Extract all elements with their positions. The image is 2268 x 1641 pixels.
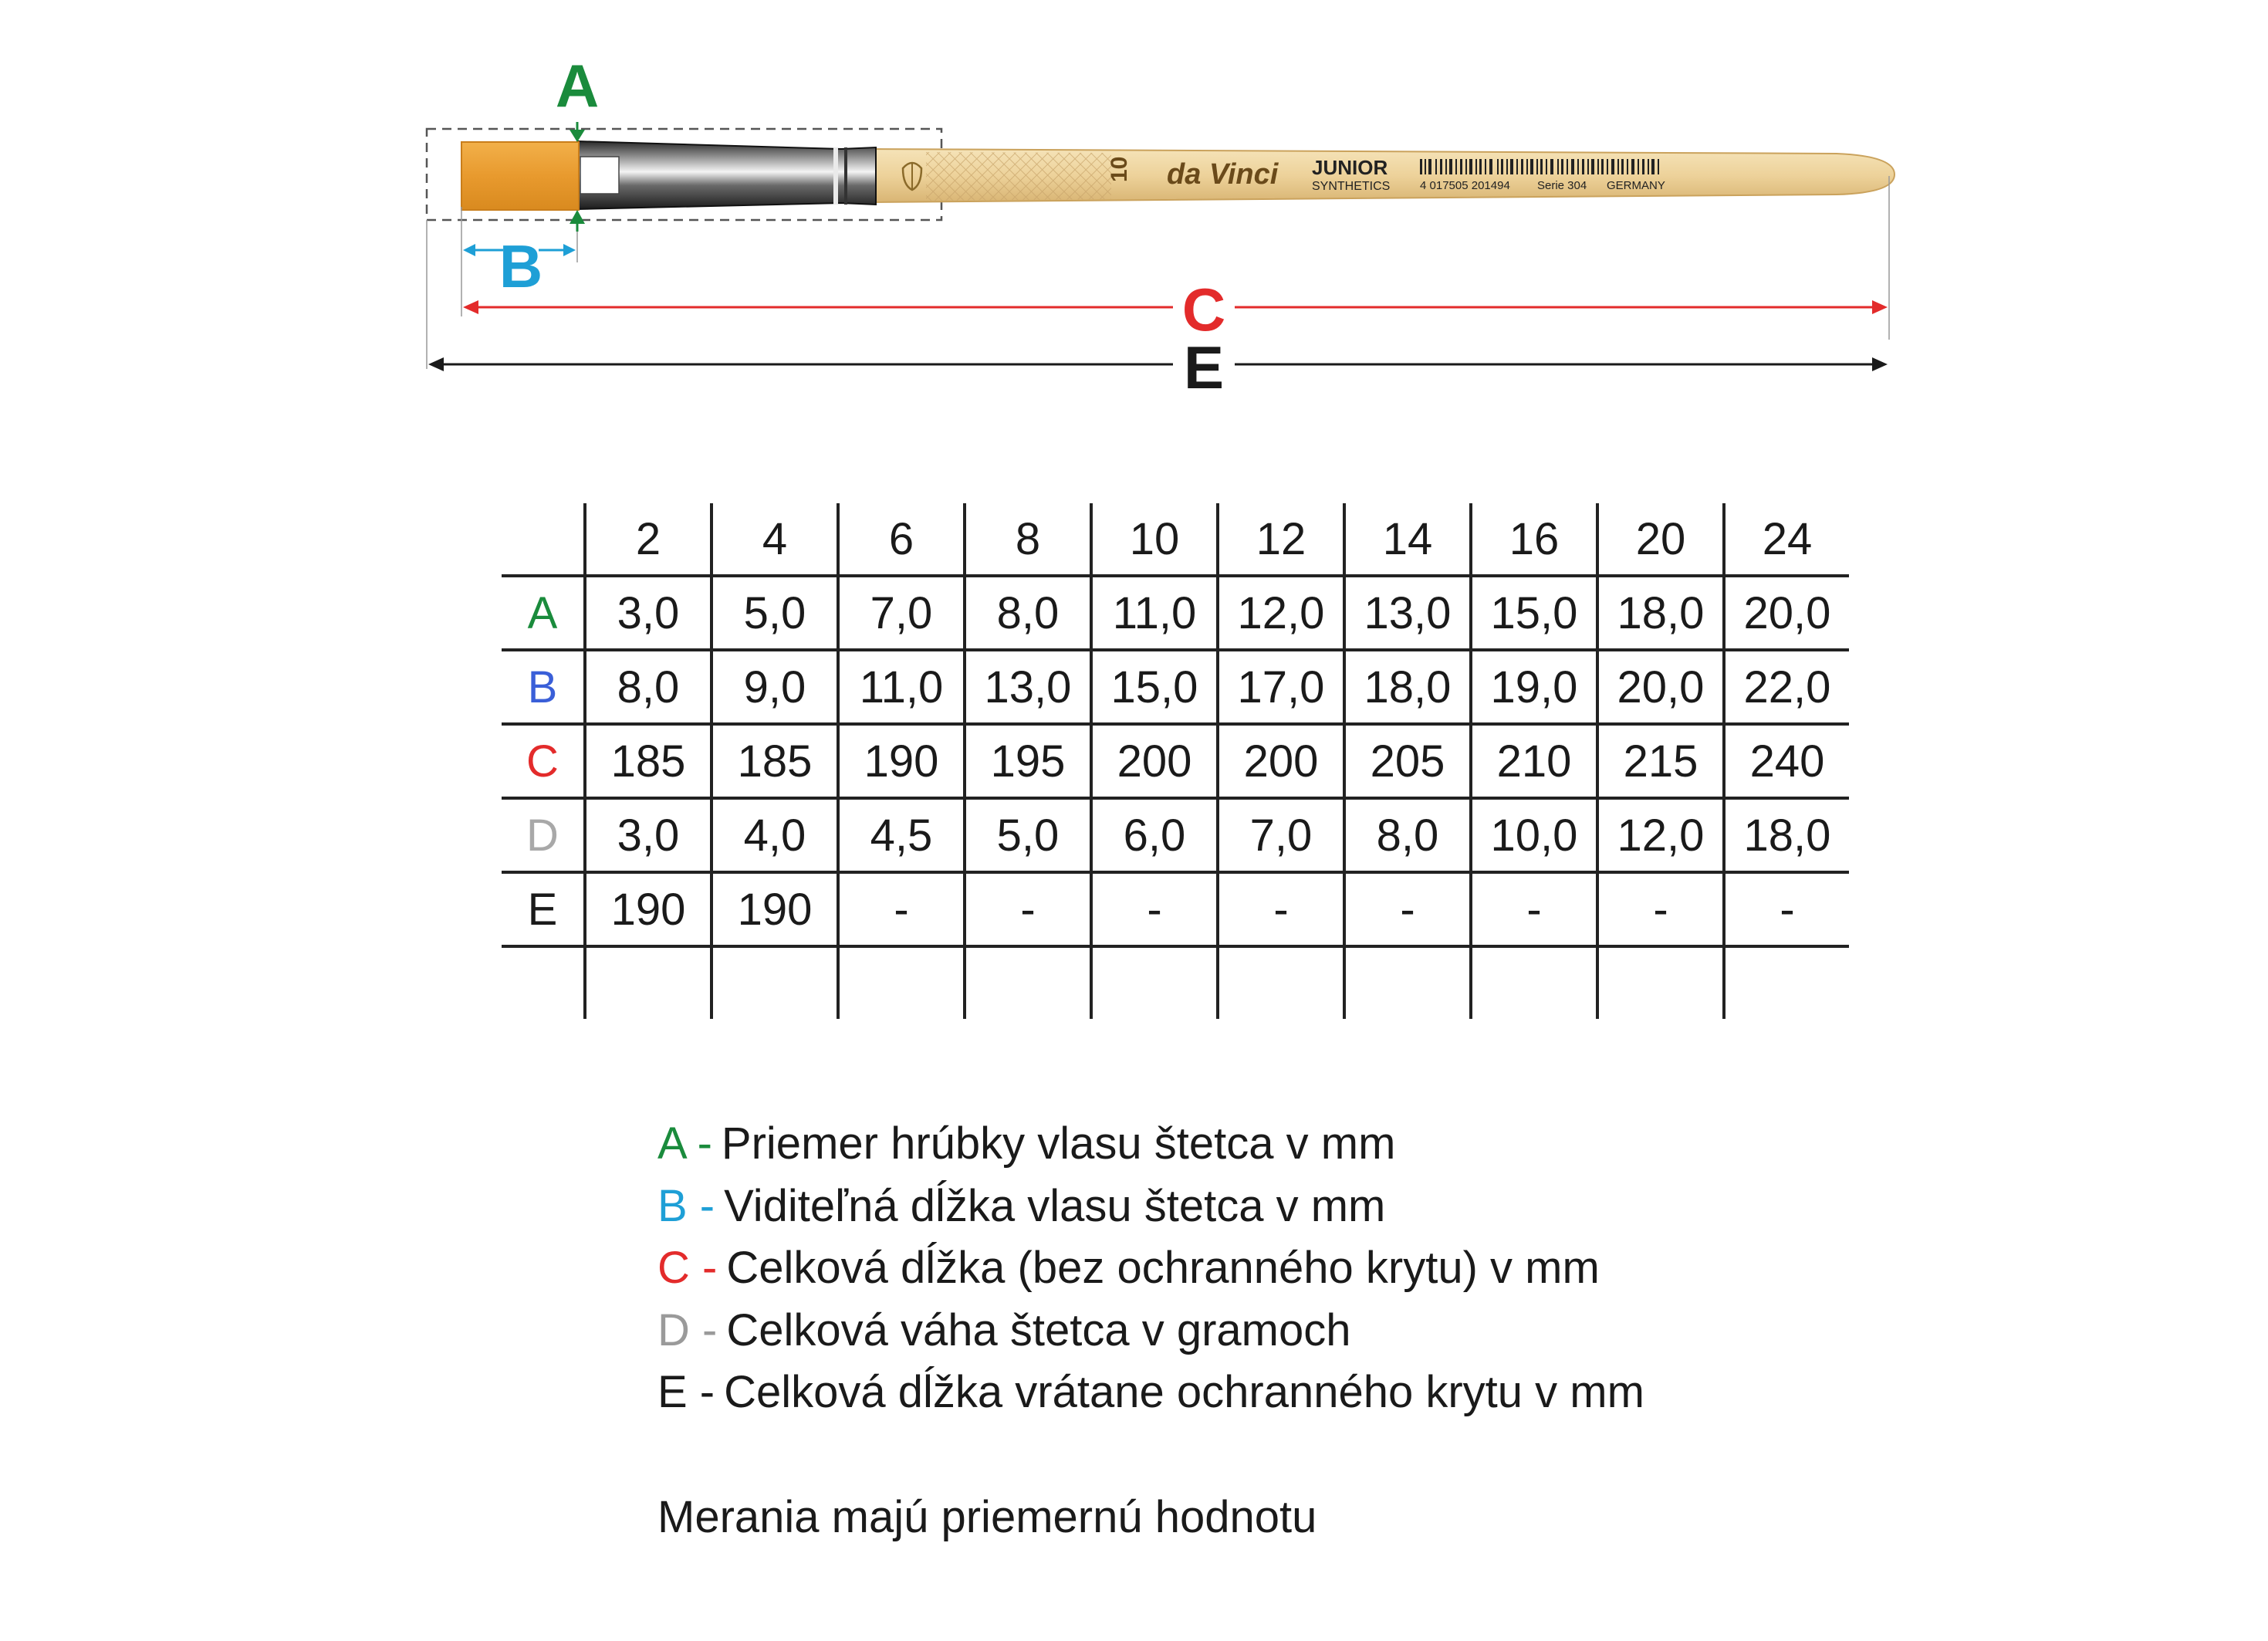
table-cell: 13,0 — [1344, 576, 1471, 650]
size-header: 8 — [965, 503, 1091, 576]
table-cell: 15,0 — [1471, 576, 1597, 650]
size-header: 2 — [585, 503, 711, 576]
row-key-b: B — [502, 650, 585, 724]
table-cell — [1344, 946, 1471, 1019]
row-key-d: D — [502, 798, 585, 872]
table-cell: 205 — [1344, 724, 1471, 798]
handle-knurling — [926, 152, 1111, 201]
table-cell: 240 — [1724, 724, 1849, 798]
table-cell: 5,0 — [711, 576, 838, 650]
table-row — [502, 650, 1849, 724]
size-header: 12 — [1218, 503, 1344, 576]
table-cell: 18,0 — [1724, 798, 1849, 872]
table-cell: 4,0 — [711, 798, 838, 872]
series-label: Serie 304 — [1537, 179, 1587, 192]
size-header: 14 — [1344, 503, 1471, 576]
table-cell: 11,0 — [838, 650, 965, 724]
table-cell: 4,5 — [838, 798, 965, 872]
table-cell — [1724, 946, 1849, 1019]
table-cell: 7,0 — [838, 576, 965, 650]
table-row — [502, 724, 1849, 798]
table-cell — [965, 946, 1091, 1019]
table-cell: 215 — [1597, 724, 1724, 798]
table-corner — [502, 503, 585, 576]
size-mark: 10 — [1107, 156, 1132, 182]
table-cell — [1471, 946, 1597, 1019]
dimension-e — [427, 220, 1888, 401]
brush-ferrule — [577, 141, 876, 209]
table-cell: 195 — [965, 724, 1091, 798]
table-cell: 13,0 — [965, 650, 1091, 724]
size-header: 4 — [711, 503, 838, 576]
product-line: JUNIOR — [1312, 156, 1388, 179]
table-cell: 190 — [711, 872, 838, 946]
table-cell: 10,0 — [1471, 798, 1597, 872]
table-cell: - — [1344, 872, 1471, 946]
table-cell — [1597, 946, 1724, 1019]
table-cell: - — [1597, 872, 1724, 946]
brand-name: da Vinci — [1167, 158, 1279, 191]
size-header: 24 — [1724, 503, 1849, 576]
table-cell: 18,0 — [1344, 650, 1471, 724]
table-cell — [1218, 946, 1344, 1019]
table-cell — [585, 946, 711, 1019]
legend-key: A - — [657, 1118, 712, 1169]
product-subline: SYNTHETICS — [1312, 180, 1391, 193]
table-cell: 8,0 — [585, 650, 711, 724]
table-cell: - — [838, 872, 965, 946]
table-cell: - — [1091, 872, 1218, 946]
table-cell: 6,0 — [1091, 798, 1218, 872]
origin-label: GERMANY — [1607, 179, 1665, 192]
size-table — [502, 503, 1849, 1019]
table-cell: 8,0 — [965, 576, 1091, 650]
table-cell: 7,0 — [1218, 798, 1344, 872]
legend-text: Celková dĺžka (bez ochranného krytu) v mm — [726, 1243, 1600, 1293]
table-cell: 3,0 — [585, 576, 711, 650]
legend — [657, 1113, 1644, 1424]
legend-key: B - — [657, 1180, 715, 1231]
label-a: A — [555, 52, 600, 120]
label-c: C — [1181, 276, 1226, 343]
table-row — [502, 798, 1849, 872]
table-cell — [838, 946, 965, 1019]
dimension-b — [461, 207, 577, 316]
table-cell — [711, 946, 838, 1019]
legend-key: E - — [657, 1367, 715, 1417]
table-cell: 11,0 — [1091, 576, 1218, 650]
table-cell: 12,0 — [1597, 798, 1724, 872]
size-header: 10 — [1091, 503, 1218, 576]
table-cell: 22,0 — [1724, 650, 1849, 724]
legend-item-b — [657, 1176, 1644, 1238]
legend-item-e — [657, 1362, 1644, 1424]
table-row — [502, 576, 1849, 650]
table-row — [502, 872, 1849, 946]
table-cell: 8,0 — [1344, 798, 1471, 872]
label-b: B — [499, 232, 543, 300]
legend-key: D - — [657, 1304, 718, 1355]
table-cell: - — [965, 872, 1091, 946]
barcode-number: 4 017505 201494 — [1420, 179, 1510, 192]
table-cell — [1091, 946, 1218, 1019]
table-cell: - — [1218, 872, 1344, 946]
legend-text: Priemer hrúbky vlasu štetca v mm — [721, 1118, 1396, 1169]
table-header-row — [502, 503, 1849, 576]
brush-bristles — [461, 142, 579, 210]
size-header: 16 — [1471, 503, 1597, 576]
legend-text: Viditeľná dĺžka vlasu štetca v mm — [724, 1180, 1386, 1231]
table-empty-row — [502, 946, 1849, 1019]
table-cell — [502, 946, 585, 1019]
ferrule-window — [580, 157, 619, 194]
legend-item-c — [657, 1237, 1644, 1300]
table-cell: 5,0 — [965, 798, 1091, 872]
row-key-e: E — [502, 872, 585, 946]
legend-item-d — [657, 1300, 1644, 1362]
table-cell: 210 — [1471, 724, 1597, 798]
table-cell: 185 — [585, 724, 711, 798]
table-cell: 15,0 — [1091, 650, 1218, 724]
table-cell: 18,0 — [1597, 576, 1724, 650]
table-cell: 19,0 — [1471, 650, 1597, 724]
table-cell: 190 — [838, 724, 965, 798]
table-cell: 185 — [711, 724, 838, 798]
table-cell: 12,0 — [1218, 576, 1344, 650]
table-cell: - — [1471, 872, 1597, 946]
legend-item-a — [657, 1113, 1644, 1176]
label-e: E — [1183, 333, 1225, 401]
table-cell: 20,0 — [1724, 576, 1849, 650]
table-cell: 9,0 — [711, 650, 838, 724]
table-cell: - — [1724, 872, 1849, 946]
row-key-a: A — [502, 576, 585, 650]
table-cell: 17,0 — [1218, 650, 1344, 724]
size-header: 20 — [1597, 503, 1724, 576]
size-header: 6 — [838, 503, 965, 576]
row-key-c: C — [502, 724, 585, 798]
table-cell: 200 — [1218, 724, 1344, 798]
measurement-note: Merania majú priemernú hodnotu — [657, 1492, 1317, 1542]
legend-key: C - — [657, 1243, 718, 1293]
legend-text: Celková váha štetca v gramoch — [726, 1304, 1351, 1355]
table-cell: 20,0 — [1597, 650, 1724, 724]
table-cell: 3,0 — [585, 798, 711, 872]
table-cell: 200 — [1091, 724, 1218, 798]
brush-dimension-diagram — [0, 0, 2268, 432]
legend-text: Celková dĺžka vrátane ochranného krytu v mm — [724, 1367, 1644, 1417]
table-cell: 190 — [585, 872, 711, 946]
